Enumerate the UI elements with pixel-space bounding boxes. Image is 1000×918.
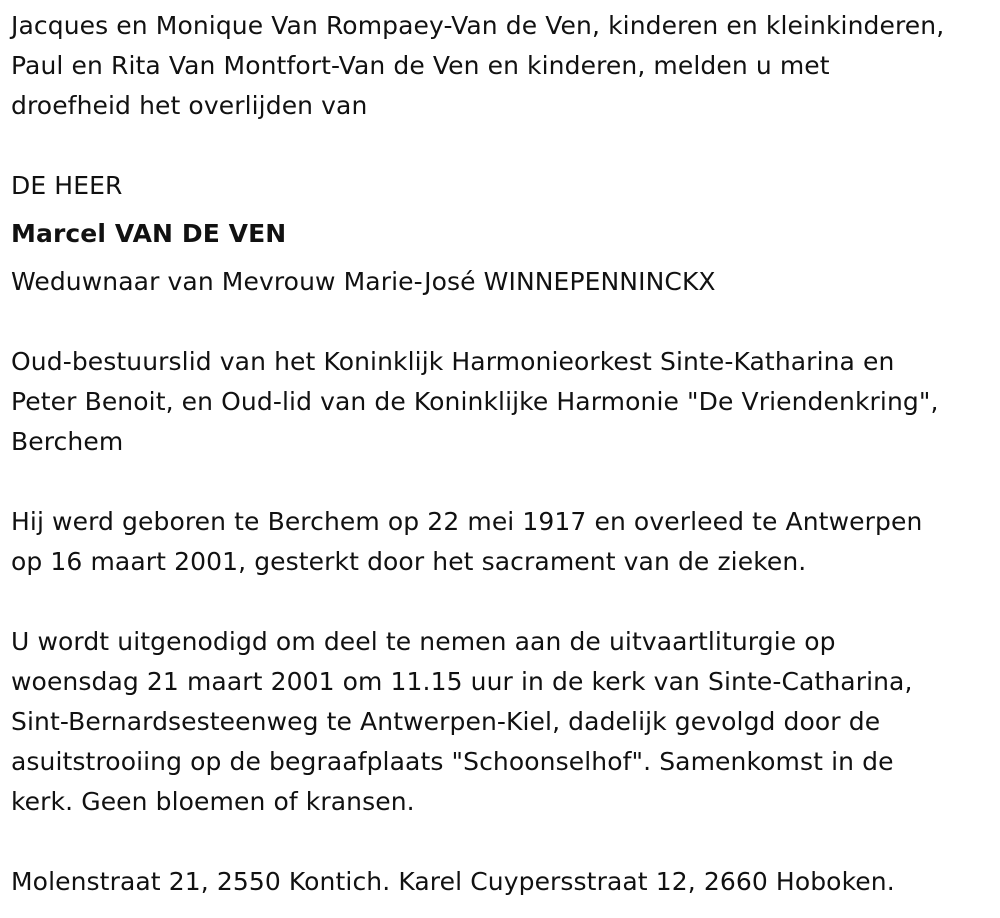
intro-paragraph: Jacques en Monique Van Rompaey-Van de Ven, kinderen en kleinkinderen, Paul en Rita Van Montfort-Van de Ven en kinderen, melden u met droefheid het overlijden van — [11, 11, 945, 120]
birth-death-paragraph: Hij werd geboren te Berchem op 22 mei 1917 en overleed te Antwerpen op 16 maart 2001, gesterkt door het sacrament van de zieken. — [11, 507, 923, 576]
honorific-title: DE HEER — [11, 171, 123, 200]
spacer — [11, 462, 996, 502]
spacer — [11, 582, 996, 622]
funeral-paragraph: U wordt uitgenodigd om deel te nemen aan de uitvaartliturgie op woensdag 21 maart 2001 om 11.15 uur in de kerk van Sinte-Catharina, Sint-Bernardsesteenweg te Antwerpen-Kiel, dadelijk gevolgd door de asuitstrooiing op de begraafplaats "Schoonselhof". Samenkomst in de kerk. Geen bloemen of kransen. — [11, 627, 913, 816]
deceased-name: Marcel VAN DE VEN — [11, 219, 287, 248]
obituary-document — [11, 6, 996, 902]
spacer — [11, 126, 996, 166]
spacer — [11, 302, 996, 342]
addresses-line: Molenstraat 21, 2550 Kontich. Karel Cuypersstraat 12, 2660 Hoboken. — [11, 867, 895, 896]
spouse-line: Weduwnaar van Mevrouw Marie-José WINNEPENNINCKX — [11, 267, 716, 296]
functions-paragraph: Oud-bestuurslid van het Koninklijk Harmonieorkest Sinte-Katharina en Peter Benoit, en Oud-lid van de Koninklijke Harmonie "De Vriendenkring", Berchem — [11, 347, 939, 456]
spacer — [11, 822, 996, 862]
